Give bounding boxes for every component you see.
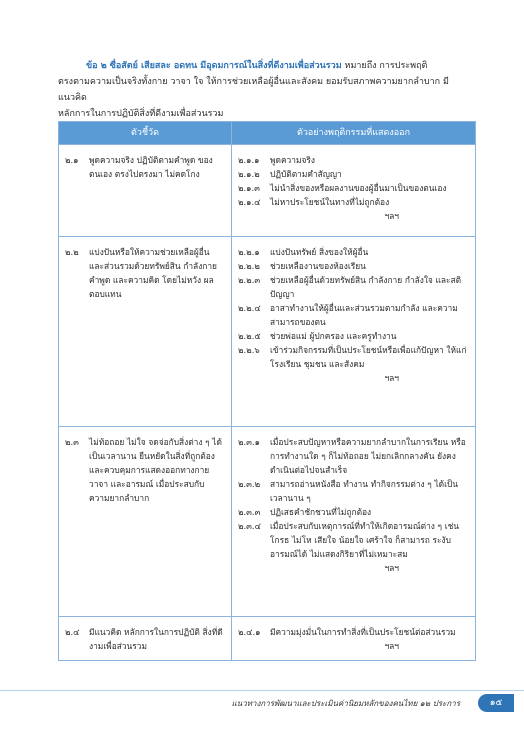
table-row — [59, 145, 476, 237]
indicator-cell — [59, 145, 232, 237]
indicator-text: พูดความจริง ปฏิบัติตามคำพูด ของตนเอง ตรงไปตรงมา ไม่คดโกง — [89, 155, 213, 179]
example-number: ๒.๒.๖ — [238, 345, 260, 355]
header-examples: ตัวอย่างพฤติกรรมที่แสดงออก — [232, 122, 476, 145]
intro-line1-rest: หมายถึง การประพฤติ — [344, 61, 428, 71]
example-item — [238, 329, 469, 343]
indicator-cell — [59, 427, 232, 617]
indicator-table — [58, 121, 476, 661]
indicator-number: ๒.๒ — [65, 247, 79, 257]
example-number: ๒.๑.๒ — [238, 169, 260, 179]
table-row — [59, 237, 476, 427]
indicator-text: ไม่ท้อถอย ไม่ใจ จดจ่อกับสิ่งต่าง ๆ ได้เป็นเวลานาน ยืนหยัดในสิ่งที่ถูกต้อง และควบคุมการแสดงออกทางกาย วาจา และอารมณ์ เมื่อประสบกับ ความยากลำบาก — [89, 437, 222, 503]
table-row — [59, 427, 476, 617]
examples-cell — [232, 617, 476, 661]
example-text: มีความมุ่งมั่นในการทำสิ่งที่เป็นประโยชน์ต่อส่วนรวม — [270, 627, 456, 637]
example-item — [238, 625, 469, 639]
example-text: ช่วยพ่อแม่ ผู้ปกครอง และครูทำงาน — [270, 331, 397, 341]
intro-line-2: ตรงตามความเป็นจริงทั้งกาย วาจา ใจ ให้การช่วยเหลือผู้อื่นและสังคม ยอมรับสภาพความยากลำบาก มีแนวคิด — [58, 77, 449, 103]
etc-mark: ฯลฯ — [384, 211, 399, 221]
table-row — [59, 617, 476, 661]
example-number: ๒.๑.๑ — [238, 155, 260, 165]
example-number: ๒.๒.๕ — [238, 331, 261, 341]
example-item — [238, 181, 469, 195]
example-item — [238, 153, 469, 167]
example-text: พูดความจริง — [270, 155, 315, 165]
example-number: ๒.๓.๒ — [238, 479, 261, 489]
example-text: ปฏิบัติตามคำสัญญา — [270, 169, 342, 179]
indicator-cell — [59, 617, 232, 661]
example-item — [238, 259, 469, 273]
intro-line-3: หลักการในการปฏิบัติสิ่งที่ดีงามเพื่อส่วนรวม — [58, 109, 224, 119]
indicator-text: แบ่งปันหรือให้ความช่วยเหลือผู้อื่น และส่วนรวมด้วยทรัพย์สิน กำลังกาย คำพูด และความคิด โดยไม่หวัง ผลตอบแทน — [89, 247, 217, 299]
example-text: แบ่งปันทรัพย์ สิ่งของให้ผู้อื่น — [270, 247, 369, 257]
example-number: ๒.๒.๑ — [238, 247, 260, 257]
examples-cell — [232, 427, 476, 617]
intro-paragraph — [58, 58, 474, 122]
intro-heading: ข้อ ๒ ซื่อสัตย์ เสียสละ อดทน มีอุดมการณ์ในสิ่งที่ดีงามเพื่อส่วนรวม — [86, 61, 342, 71]
example-text: เมื่อประสบปัญหาหรือความยากลำบากในการเรียน หรือการทำงานใด ๆ ก็ไม่ท้อถอย ไม่ยกเลิกกลางคัน ยังคงดำเนินต่อไปจนสำเร็จ — [270, 437, 466, 475]
example-item — [238, 167, 469, 181]
etc-mark: ฯลฯ — [384, 373, 399, 383]
footer-title: แนวทางการพัฒนาและประเมินค่านิยมหลักของคนไทย ๑๒ ประการ — [231, 699, 460, 708]
example-item — [238, 505, 469, 519]
examples-cell — [232, 237, 476, 427]
example-number: ๒.๒.๓ — [238, 275, 261, 285]
example-text: ปฏิเสธคำชักชวนที่ไม่ถูกต้อง — [270, 507, 372, 517]
etc-mark: ฯลฯ — [384, 563, 399, 573]
example-number: ๒.๑.๓ — [238, 183, 260, 193]
example-item — [238, 477, 469, 505]
intro-line-1 — [58, 58, 474, 74]
example-number: ๒.๔.๑ — [238, 627, 261, 637]
example-number: ๒.๓.๓ — [238, 507, 261, 517]
example-text: เข้าร่วมกิจกรรมที่เป็นประโยชน์หรือเพื่อแก้ปัญหา ให้แก่โรงเรียน ชุมชน และสังคม — [270, 345, 467, 369]
table-header-row — [59, 122, 476, 145]
indicator-text: มีแนวคิด หลักการในการปฏิบัติ สิ่งที่ดีงามเพื่อส่วนรวม — [89, 627, 223, 651]
etc-mark: ฯลฯ — [384, 641, 399, 651]
example-item — [238, 343, 469, 371]
example-text: สามารถอ่านหนังสือ ทำงาน ทำกิจกรรมต่าง ๆ ได้เป็นเวลานาน ๆ — [270, 479, 459, 503]
example-item — [238, 273, 469, 301]
page-footer — [0, 690, 524, 715]
example-text: ไม่หาประโยชน์ในทางที่ไม่ถูกต้อง — [270, 197, 390, 207]
indicator-number: ๒.๓ — [65, 437, 79, 447]
indicator-number: ๒.๑ — [65, 155, 79, 165]
example-number: ๒.๒.๒ — [238, 261, 260, 271]
example-number: ๒.๓.๔ — [238, 521, 261, 531]
example-number: ๒.๓.๑ — [238, 437, 260, 447]
example-item — [238, 195, 469, 209]
example-item — [238, 245, 469, 259]
page-number: ๑๕ — [478, 694, 514, 712]
example-item — [238, 301, 469, 329]
example-number: ๒.๒.๔ — [238, 303, 261, 313]
example-item — [238, 435, 469, 477]
indicator-number: ๒.๔ — [65, 627, 80, 637]
examples-cell — [232, 145, 476, 237]
example-text: อาสาทำงานให้ผู้อื่นและส่วนรวมตามกำลัง และความสามารถของตน — [270, 303, 458, 327]
example-text: เมื่อประสบกับเหตุการณ์ที่ทำให้เกิดอารมณ์ต่าง ๆ เช่น โกรธ ไม่โห เสียใจ น้อยใจ เศร้าใจ ก็สามารถ ระงับอารมณ์ได้ ไม่แสดงกิริยาที่ไม่เหมาะสม — [270, 521, 459, 559]
example-item — [238, 519, 469, 561]
example-text: ช่วยเหลือผู้อื่นด้วยทรัพย์สิน กำลังกาย กำลังใจ และสติปัญญา — [270, 275, 462, 299]
header-indicator: ตัวชี้วัด — [59, 122, 232, 145]
example-text: ไม่นำสิ่งของหรือผลงานของผู้อื่นมาเป็นของตนเอง — [270, 183, 447, 193]
example-text: ช่วยเหลืองานของห้องเรียน — [270, 261, 366, 271]
example-number: ๒.๑.๔ — [238, 197, 261, 207]
indicator-cell — [59, 237, 232, 427]
